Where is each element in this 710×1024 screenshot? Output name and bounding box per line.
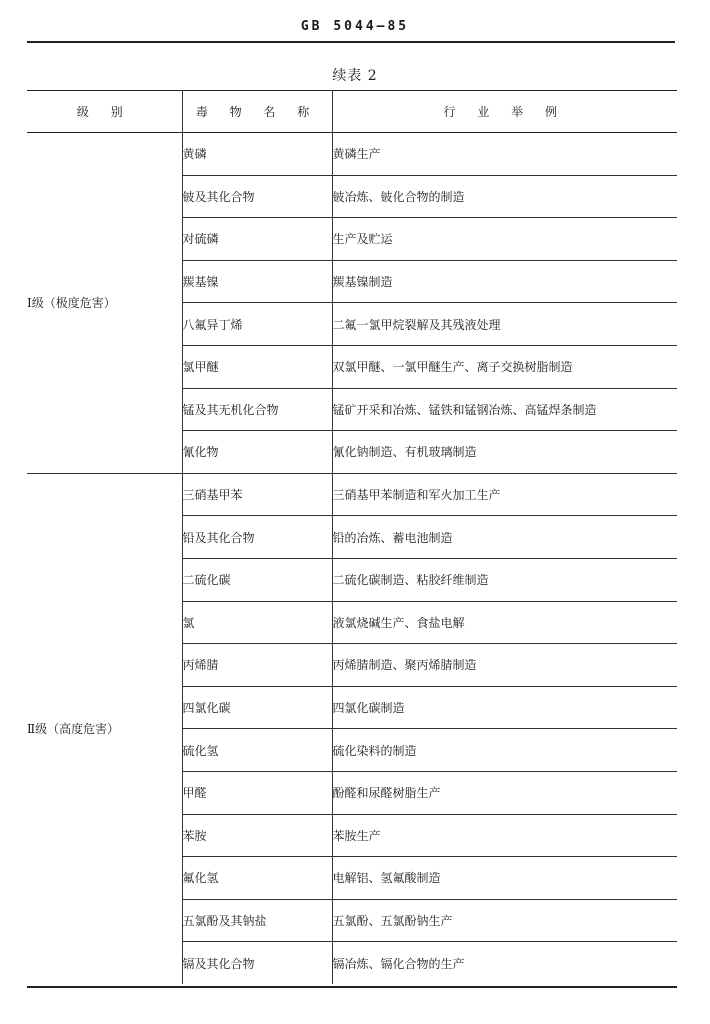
industry-example-cell: 五氯酚、五氯酚钠生产 [332, 899, 677, 942]
industry-example-cell: 双氯甲醚、一氯甲醚生产、离子交换树脂制造 [332, 345, 677, 388]
toxicant-name-cell: 黄磷 [182, 133, 332, 176]
header-rule [27, 41, 675, 43]
toxicant-name-cell: 三硝基甲苯 [182, 473, 332, 516]
toxicant-name-cell: 硫化氢 [182, 729, 332, 772]
industry-example-cell: 生产及贮运 [332, 218, 677, 261]
industry-example-cell: 三硝基甲苯制造和军火加工生产 [332, 473, 677, 516]
industry-example-cell: 羰基镍制造 [332, 260, 677, 303]
toxicant-name-cell: 锰及其无机化合物 [182, 388, 332, 431]
table-row [27, 133, 677, 176]
toxicant-name-cell: 氯甲醚 [182, 345, 332, 388]
industry-example-cell: 氰化钠制造、有机玻璃制造 [332, 431, 677, 474]
industry-example-cell: 二氟一氯甲烷裂解及其残液处理 [332, 303, 677, 346]
toxicant-name-cell: 四氯化碳 [182, 686, 332, 729]
industry-example-cell: 硫化染料的制造 [332, 729, 677, 772]
industry-example-cell: 酚醛和尿醛树脂生产 [332, 771, 677, 814]
industry-example-cell: 苯胺生产 [332, 814, 677, 857]
table-header-row [27, 91, 677, 133]
footer-rule [27, 986, 677, 988]
toxicant-name-cell: 二硫化碳 [182, 558, 332, 601]
column-header-level: 级 别 [27, 91, 182, 133]
toxicant-name-cell: 镉及其化合物 [182, 942, 332, 984]
toxicant-name-cell: 铍及其化合物 [182, 175, 332, 218]
industry-example-cell: 镉冶炼、镉化合物的生产 [332, 956, 465, 971]
toxicant-name-cell: 丙烯腈 [182, 644, 332, 687]
toxicant-name-cell: 五氯酚及其钠盐 [182, 899, 332, 942]
industry-example-cell: 二硫化碳制造、粘胶纤维制造 [332, 558, 677, 601]
industry-example-cell: 丙烯腈制造、聚丙烯腈制造 [332, 644, 677, 687]
toxicant-name-cell: 八氟异丁烯 [182, 303, 332, 346]
industry-example-cell: 电解铝、氢氟酸制造 [332, 857, 677, 900]
industry-example-cell: 液氯烧碱生产、食盐电解 [332, 601, 677, 644]
industry-example-cell: 铅的冶炼、蓄电池制造 [332, 516, 677, 559]
toxicant-name-cell: 氟化氢 [182, 857, 332, 900]
toxicant-name-cell: 甲醛 [182, 771, 332, 814]
table-body [27, 133, 677, 984]
toxicant-name-cell: 铅及其化合物 [182, 516, 332, 559]
toxicant-name-cell: 氯 [182, 601, 332, 644]
hazard-level-cell: Ⅰ级（极度危害） [27, 133, 182, 474]
toxicant-name-cell: 对硫磷 [182, 218, 332, 261]
industry-example-cell: 四氯化碳制造 [332, 686, 677, 729]
standard-number: GB 5044—85 [300, 19, 410, 34]
industry-example-cell: 铍冶炼、铍化合物的制造 [332, 175, 677, 218]
toxicant-name-cell: 氰化物 [182, 431, 332, 474]
toxicant-name-cell: 羰基镍 [182, 260, 332, 303]
industry-example-cell: 黄磷生产 [332, 133, 677, 176]
table-caption: 续表 2 [332, 68, 378, 84]
column-header-examples: 行 业 举 例 [332, 91, 677, 133]
toxicant-name-cell: 苯胺 [182, 814, 332, 857]
column-header-name: 毒 物 名 称 [182, 91, 332, 133]
table-row [27, 473, 677, 516]
industry-example-cell: 锰矿开采和冶炼、锰铁和锰钢冶炼、高锰焊条制造 [332, 388, 677, 431]
hazard-level-cell: Ⅱ级（高度危害） [27, 473, 182, 984]
toxicity-table [27, 90, 677, 984]
